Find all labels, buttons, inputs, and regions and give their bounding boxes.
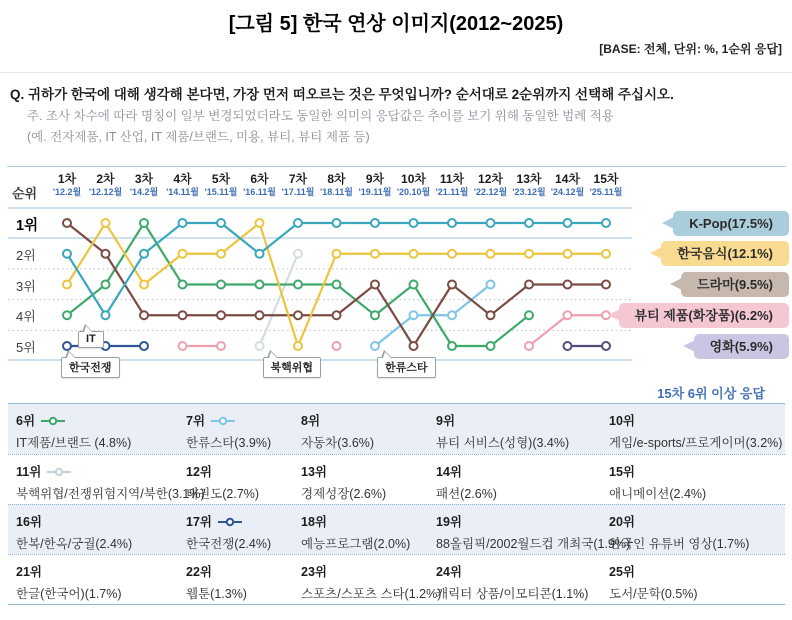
data-point: [371, 250, 379, 258]
data-point: [179, 311, 187, 319]
data-point: [525, 281, 533, 289]
rank-axis-title: 순위: [12, 186, 38, 201]
rank-label: 3위: [16, 278, 36, 294]
wave-label: 13차: [516, 172, 542, 186]
data-point: [102, 219, 110, 227]
line-marker-icon: [41, 416, 65, 426]
wave-label: 9차: [365, 172, 385, 186]
rank-number: 24위: [436, 565, 462, 579]
rank-number: 23위: [301, 565, 327, 579]
data-point: [217, 342, 225, 350]
data-point: [564, 219, 572, 227]
data-point: [564, 281, 572, 289]
rank-table-cell: [16, 562, 186, 604]
data-point: [102, 250, 110, 258]
data-point: [179, 342, 187, 350]
data-point: [294, 250, 302, 258]
data-point: [294, 311, 302, 319]
legend-item: 한국음식(12.1%): [661, 241, 789, 266]
rank-item-label: 게임/e-sports/프로게이머(3.2%): [609, 436, 783, 450]
wave-label: 1차: [57, 172, 77, 186]
rank-table-cell: [16, 512, 186, 554]
data-point: [564, 250, 572, 258]
data-point: [525, 311, 533, 319]
rank-number: 14위: [436, 465, 462, 479]
rank-table-row: [8, 404, 785, 454]
question-note-1: 주. 조사 차수에 따라 명칭이 일부 변경되었더라도 동일한 의미의 응답값은 추이를 보기 위해 동일한 범례 적용: [27, 109, 614, 123]
rank-number: 6위: [16, 411, 186, 429]
data-point: [410, 342, 418, 350]
data-point: [487, 219, 495, 227]
rank-number: 21위: [16, 565, 42, 579]
data-point: [410, 281, 418, 289]
data-point: [371, 311, 379, 319]
data-point: [102, 281, 110, 289]
data-point: [448, 311, 456, 319]
legend-item: 영화(5.9%): [694, 334, 789, 359]
rank-table-cell: [186, 462, 301, 504]
data-point: [140, 342, 148, 350]
data-point: [217, 311, 225, 319]
data-point: [410, 219, 418, 227]
rank-item-label: 캐릭터 상품/이모티콘(1.1%): [436, 587, 589, 601]
rank-table-cell: [301, 562, 442, 604]
wave-label: 8차: [327, 172, 346, 186]
wave-label: 2차: [96, 172, 115, 186]
question-text: Q. 귀하가 한국에 대해 생각해 본다면, 가장 먼저 떠오르는 것은 무엇입니까? 순서대로 2순위까지 선택해 주십시오.: [10, 87, 674, 102]
data-point: [256, 281, 264, 289]
wave-date: '12.2월: [52, 187, 82, 197]
rank-number: 11위: [16, 462, 186, 480]
data-point: [602, 281, 610, 289]
rank-table-cell: [609, 512, 792, 554]
rank-number: 22위: [186, 565, 212, 579]
data-point: [140, 311, 148, 319]
chart-annotation: 한국전쟁: [61, 357, 120, 378]
rank-item-label: 한복/한옥/궁궐(2.4%): [16, 537, 133, 551]
question-note-2: (예. 전자제품, IT 산업, IT 제품/브랜드, 미용, 뷰티, 뷰티 제품 등): [27, 130, 370, 144]
data-point: [487, 311, 495, 319]
wave-label: 15차: [593, 172, 619, 186]
rank-table-cell: [16, 411, 186, 454]
rank-table-cell: [186, 512, 301, 554]
rank-item-label: 뷰티 서비스(성형)(3.4%): [436, 436, 570, 450]
rank-number: 15위: [609, 465, 635, 479]
data-point: [371, 219, 379, 227]
data-point: [294, 219, 302, 227]
data-point: [256, 219, 264, 227]
title-divider: [0, 72, 792, 73]
data-point: [525, 219, 533, 227]
data-point: [371, 281, 379, 289]
line-marker-icon: [211, 416, 235, 426]
rank-item-label: 웹툰(1.3%): [186, 587, 247, 601]
data-point: [217, 250, 225, 258]
data-point: [333, 342, 341, 350]
rank-number: 8위: [301, 414, 321, 428]
data-point: [294, 281, 302, 289]
wave-date: '23.12월: [512, 187, 546, 197]
line-marker-icon: [47, 467, 71, 477]
bump-chart: [0, 170, 792, 378]
legend-item: 드라마(9.5%): [681, 272, 789, 297]
rank-number: 16위: [16, 515, 42, 529]
wave-date: '16.11월: [243, 187, 276, 197]
section-divider: [7, 166, 786, 167]
data-point: [102, 311, 110, 319]
wave-date: '14.11월: [166, 187, 199, 197]
rank-table-row: [8, 454, 785, 504]
rank-item-label: 88올림픽/2002월드컵 개최국(1.9%): [436, 537, 631, 551]
rank-item-label: 한국전쟁(2.4%): [186, 537, 272, 551]
wave-label: 11차: [439, 172, 465, 186]
data-point: [564, 311, 572, 319]
data-point: [63, 250, 71, 258]
rank-table-cell: [436, 411, 609, 454]
bump-chart-plot: [0, 170, 792, 378]
rank-number: 9위: [436, 414, 456, 428]
data-point: [63, 342, 71, 350]
rank-table-cell: [301, 411, 436, 454]
data-point: [564, 342, 572, 350]
rank-label: 5위: [16, 340, 36, 355]
data-point: [525, 342, 533, 350]
wave-date: '18.11월: [320, 187, 353, 197]
rank-item-label: 경제성장(2.6%): [301, 487, 387, 501]
data-point: [602, 342, 610, 350]
data-point: [217, 281, 225, 289]
data-point: [487, 281, 495, 289]
rank-table-cell: [609, 462, 792, 504]
rank-table-cell: [436, 562, 609, 604]
wave-date: '22.12월: [473, 187, 508, 197]
data-point: [63, 219, 71, 227]
data-point: [179, 281, 187, 289]
wave-date: '24.12월: [550, 187, 585, 197]
rank-item-label: 예능프로그램(2.0%): [301, 537, 411, 551]
wave-date: '12.12월: [88, 187, 123, 197]
data-point: [371, 342, 379, 350]
wave-date: '17.11월: [281, 187, 315, 197]
data-point: [140, 281, 148, 289]
wave-label: 10차: [401, 172, 426, 186]
data-point: [410, 250, 418, 258]
data-point: [256, 250, 264, 258]
rank-item-label: 자동차(3.6%): [301, 436, 375, 450]
rank-item-label: 한국인 유튜버 영상(1.7%): [609, 537, 750, 551]
rank-table-cell: [186, 562, 301, 604]
chart-annotation: IT: [78, 331, 104, 348]
data-point: [448, 250, 456, 258]
data-point: [602, 219, 610, 227]
chart-annotation: 한류스타: [377, 357, 436, 378]
data-point: [487, 250, 495, 258]
rank-table-cell: [301, 512, 436, 554]
rank-table-cell: [186, 411, 301, 454]
wave-date: '21.11월: [435, 187, 469, 197]
rank-table-row: [8, 554, 785, 604]
data-point: [448, 219, 456, 227]
data-point: [525, 250, 533, 258]
wave-label: 7차: [288, 172, 308, 186]
data-point: [179, 250, 187, 258]
series-영화: [564, 342, 611, 350]
rank-table-title: 15차 6위 이상 응답: [657, 386, 765, 401]
rank-item-label: 스포츠/스포츠 스타(1.2%): [301, 587, 442, 601]
rank-number: 10위: [609, 414, 635, 428]
rank-number: 20위: [609, 515, 635, 529]
wave-date: '20.10월: [396, 187, 431, 197]
wave-date: '25.11월: [589, 187, 623, 197]
data-point: [333, 219, 341, 227]
data-point: [140, 250, 148, 258]
data-point: [256, 311, 264, 319]
rank-label: 1위: [16, 218, 39, 234]
legend-item: K-Pop(17.5%): [673, 211, 789, 236]
data-point: [63, 311, 71, 319]
rank-number: 7위: [186, 411, 301, 429]
legend-item: 뷰티 제품(화장품)(6.2%): [619, 303, 789, 328]
data-point: [63, 281, 71, 289]
page-title: [그림 5] 한국 연상 이미지(2012~2025): [228, 13, 564, 35]
wave-label: 14차: [555, 172, 580, 186]
rank-number: 13위: [301, 465, 327, 479]
data-point: [448, 281, 456, 289]
chart-annotation: 북핵위협: [263, 357, 322, 378]
line-marker-icon: [218, 517, 242, 527]
rank-item-label: 한글(한국어)(1.7%): [16, 587, 122, 601]
data-point: [179, 219, 187, 227]
data-point: [333, 281, 341, 289]
rank-number: 18위: [301, 515, 327, 529]
wave-date: '19.11월: [358, 187, 392, 197]
data-point: [410, 311, 418, 319]
rank-number: 19위: [436, 515, 462, 529]
rank-item-label: 애니메이션(2.4%): [609, 487, 707, 501]
wave-label: 6차: [250, 172, 269, 186]
data-point: [333, 250, 341, 258]
series-한국전쟁: [63, 342, 148, 350]
rank-table-cell: [609, 562, 792, 604]
wave-label: 5차: [211, 172, 231, 186]
rank-number: 25위: [609, 565, 635, 579]
rank-table-cell: [609, 411, 792, 454]
data-point: [333, 311, 341, 319]
wave-date: '14.2월: [129, 187, 159, 197]
data-point: [487, 342, 495, 350]
rank-item-label: 한류스타(3.9%): [186, 436, 272, 450]
rank-number: 12위: [186, 465, 212, 479]
rank-item-label: 북핵위협/전쟁위험지역/북한(3.1%): [16, 487, 205, 501]
data-point: [602, 250, 610, 258]
base-note: [BASE: 전체, 단위: %, 1순위 응답]: [599, 42, 782, 56]
wave-label: 4차: [173, 172, 192, 186]
rank-number: 17위: [186, 512, 301, 530]
rank-item-label: 태권도(2.7%): [186, 487, 260, 501]
data-point: [448, 342, 456, 350]
rank-item-label: IT제품/브랜드 (4.8%): [16, 436, 132, 450]
rank-item-label: 도서/문학(0.5%): [609, 587, 698, 601]
wave-label: 3차: [134, 172, 154, 186]
wave-label: 12차: [478, 172, 503, 186]
rank-table-cell: [436, 462, 609, 504]
data-point: [217, 219, 225, 227]
rank-label: 4위: [16, 309, 36, 325]
rank-table-row: [8, 504, 785, 554]
rank-item-label: 패션(2.6%): [436, 487, 497, 501]
rank-label: 2위: [16, 247, 36, 263]
wave-date: '15.11월: [204, 187, 238, 197]
data-point: [294, 342, 302, 350]
rank-table-cell: [301, 462, 436, 504]
rank-table: [8, 403, 785, 605]
data-point: [140, 219, 148, 227]
data-point: [256, 342, 264, 350]
